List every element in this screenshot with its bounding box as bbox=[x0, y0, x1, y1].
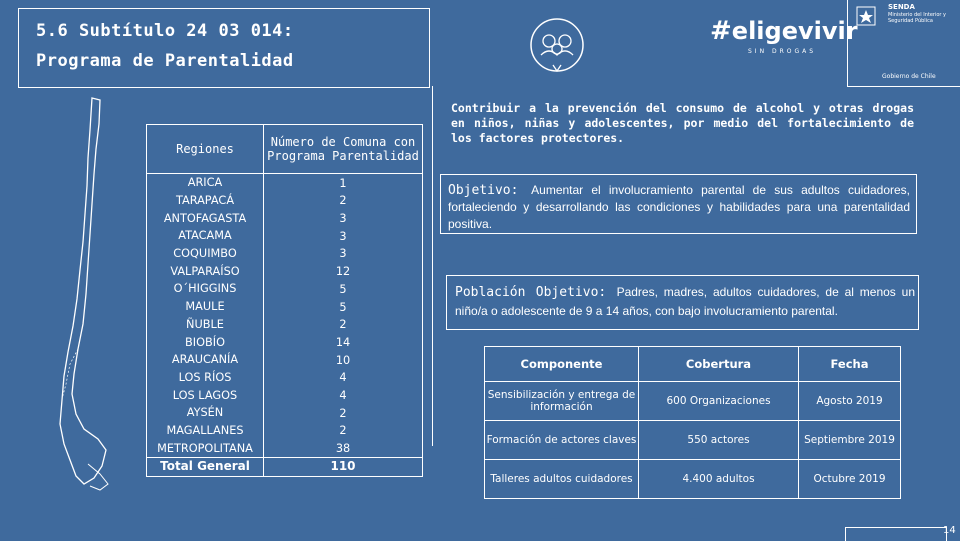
region-name: AYSÉN bbox=[147, 404, 264, 422]
regions-header: Regiones bbox=[147, 125, 264, 174]
cobertura-header: Cobertura bbox=[639, 347, 799, 382]
comunas-header: Número de Comuna con Programa Parentalidad bbox=[264, 125, 423, 174]
table-row bbox=[147, 351, 423, 369]
region-name: LOS RÍOS bbox=[147, 369, 264, 387]
comuna-count: 3 bbox=[264, 245, 423, 263]
table-row bbox=[147, 262, 423, 280]
fecha-cell: Septiembre 2019 bbox=[799, 421, 901, 460]
regions-table bbox=[146, 124, 423, 477]
comuna-count: 2 bbox=[264, 192, 423, 210]
table-row bbox=[147, 280, 423, 298]
table-row bbox=[147, 422, 423, 440]
region-name: COQUIMBO bbox=[147, 245, 264, 263]
comuna-count: 4 bbox=[264, 386, 423, 404]
componente-cell: Talleres adultos cuidadores bbox=[485, 460, 639, 499]
fecha-header: Fecha bbox=[799, 347, 901, 382]
comuna-count: 2 bbox=[264, 404, 423, 422]
region-name: LOS LAGOS bbox=[147, 386, 264, 404]
coat-of-arms-icon bbox=[853, 3, 879, 29]
region-name: BIOBÍO bbox=[147, 333, 264, 351]
objetivo-label: Objetivo bbox=[448, 183, 511, 198]
region-name: METROPOLITANA bbox=[147, 439, 264, 457]
table-row bbox=[485, 460, 901, 499]
senda-sub-label: Ministerio del Interior y Seguridad Pública bbox=[888, 12, 947, 24]
region-name: ÑUBLE bbox=[147, 316, 264, 334]
region-name: ANTOFAGASTA bbox=[147, 209, 264, 227]
slide-title-line-1: 5.6 Subtítulo 24 03 014: bbox=[36, 21, 294, 41]
poblacion-label: Población Objetivo bbox=[455, 285, 599, 300]
region-name: ARICA bbox=[147, 174, 264, 192]
slide-title-line-2: Programa de Parentalidad bbox=[36, 51, 294, 71]
comuna-count: 5 bbox=[264, 298, 423, 316]
objetivo-box: Objetivo: Aumentar el involucramiento parental de sus adultos cuidadores, fortaleciendo y desarrollando las condiciones y habilidades para una parentalidad positiva. bbox=[440, 174, 917, 234]
table-row bbox=[147, 298, 423, 316]
gobierno-de-chile-logo bbox=[847, 0, 960, 87]
table-row bbox=[147, 245, 423, 263]
total-value: 110 bbox=[264, 458, 423, 477]
region-name: O´HIGGINS bbox=[147, 280, 264, 298]
comuna-count: 12 bbox=[264, 262, 423, 280]
fecha-cell: Octubre 2019 bbox=[799, 460, 901, 499]
fecha-cell: Agosto 2019 bbox=[799, 382, 901, 421]
comuna-count: 4 bbox=[264, 369, 423, 387]
components-table bbox=[484, 346, 901, 499]
cobertura-cell: 550 actores bbox=[639, 421, 799, 460]
comuna-count: 14 bbox=[264, 333, 423, 351]
region-name: MAULE bbox=[147, 298, 264, 316]
table-row bbox=[147, 316, 423, 334]
comuna-count: 1 bbox=[264, 174, 423, 192]
table-row bbox=[485, 421, 901, 460]
page-number-box bbox=[845, 527, 947, 541]
comuna-count: 3 bbox=[264, 227, 423, 245]
page-number: 14 bbox=[943, 525, 956, 536]
table-row bbox=[147, 227, 423, 245]
objetivo-text: Aumentar el involucramiento parental de sus adultos cuidadores, fortaleciendo y desarrollando las condiciones y habilidades para una parentalidad positiva. bbox=[448, 183, 910, 231]
table-row bbox=[147, 209, 423, 227]
componente-header: Componente bbox=[485, 347, 639, 382]
intro-text: Contribuir a la prevención del consumo de alcohol y otras drogas en niños, niñas y adolescentes, por medio del fortalecimiento de los factores protectores. bbox=[451, 101, 914, 145]
senda-label: SENDA bbox=[888, 3, 915, 11]
table-row bbox=[147, 333, 423, 351]
vertical-divider bbox=[432, 86, 433, 446]
comuna-count: 10 bbox=[264, 351, 423, 369]
total-row bbox=[147, 458, 423, 477]
poblacion-text: Padres, madres, adultos cuidadores, de al menos un niño/a o adolescente de 9 a 14 años, con bajo involucramiento parental. bbox=[455, 285, 916, 318]
poblacion-box: Población Objetivo: Padres, madres, adultos cuidadores, de al menos un niño/a o adolescente de 9 a 14 años, con bajo involucramiento parental. bbox=[446, 275, 919, 330]
table-row bbox=[147, 439, 423, 457]
table-row bbox=[147, 174, 423, 192]
componente-cell: Sensibilización y entrega de información bbox=[485, 382, 639, 421]
table-row bbox=[147, 369, 423, 387]
people-group-icon bbox=[529, 17, 585, 73]
comuna-count: 5 bbox=[264, 280, 423, 298]
comuna-count: 38 bbox=[264, 439, 423, 457]
table-row bbox=[147, 404, 423, 422]
table-row bbox=[485, 382, 901, 421]
cobertura-cell: 600 Organizaciones bbox=[639, 382, 799, 421]
comuna-count: 3 bbox=[264, 209, 423, 227]
total-label: Total General bbox=[147, 458, 264, 477]
eligevivir-logo: #eligevivir SIN DROGAS bbox=[710, 16, 858, 55]
componente-cell: Formación de actores claves bbox=[485, 421, 639, 460]
title-box bbox=[18, 8, 430, 88]
comuna-count: 2 bbox=[264, 316, 423, 334]
region-name: ATACAMA bbox=[147, 227, 264, 245]
table-row bbox=[147, 386, 423, 404]
chile-map-icon bbox=[48, 94, 118, 499]
comuna-count: 2 bbox=[264, 422, 423, 440]
cobertura-cell: 4.400 adultos bbox=[639, 460, 799, 499]
region-name: ARAUCANÍA bbox=[147, 351, 264, 369]
region-name: VALPARAÍSO bbox=[147, 262, 264, 280]
region-name: TARAPACÁ bbox=[147, 192, 264, 210]
region-name: MAGALLANES bbox=[147, 422, 264, 440]
table-row bbox=[147, 192, 423, 210]
gobierno-label: Gobierno de Chile bbox=[882, 73, 936, 80]
